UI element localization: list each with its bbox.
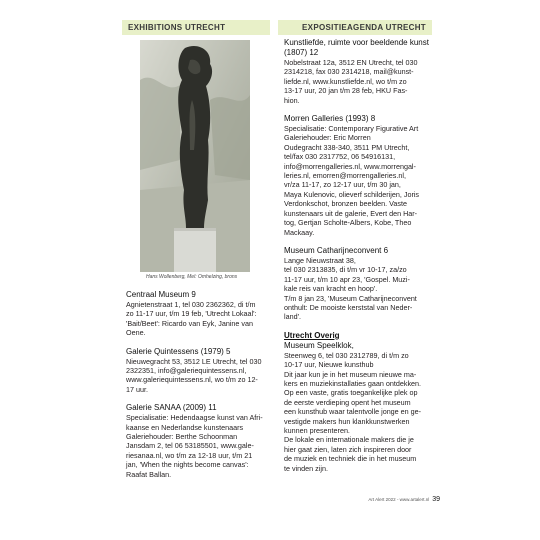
entry-title: Museum Catharijneconvent 6 [284, 245, 389, 255]
entry-line: Nieuwegracht 53, 3512 LE Utrecht, tel 030 [126, 356, 262, 366]
entry-line: de eerste verdieping opent het museum [284, 397, 411, 407]
entry-line: (1807) 12 [284, 48, 319, 57]
left-column [126, 290, 274, 488]
entry-line: een kunsthub waar talentvolle jonge en ge- [284, 407, 422, 417]
entry-line: Raafat Ballan. [126, 469, 172, 479]
entry-line: liefde.nl, www.kunstliefde.nl, wo t/m zo [284, 76, 407, 86]
entry-line: Op een vaste, gratis toegankelijke plek op [284, 388, 418, 398]
right-column [284, 38, 436, 482]
entry-line: te vinden zijn. [284, 463, 328, 473]
entry-line: Oudegracht 338-340, 3511 PM Utrecht, [284, 142, 410, 152]
entry-line: 2322351, info@galeriequintessens.nl, [126, 366, 247, 376]
sculpture-photo [140, 40, 250, 272]
entry-line: vestigde makers hun klankkunstwerken [284, 416, 410, 426]
entry-title: Galerie SANAA (2009) 11 [126, 403, 217, 413]
entry-line: 2314218, fax 030 2314218, mail@kunst- [284, 67, 414, 77]
entry-museum-catharijneconvent [284, 246, 436, 322]
entry-line: Lange Nieuwstraat 38, [284, 255, 356, 265]
entry-line: tel/fax 030 2317752, 06 54916131, [284, 152, 396, 162]
entry-title: Kunstliefde, ruimte voor beeldende kunst [284, 38, 429, 47]
sculpture-image [140, 40, 250, 272]
entry-line: Verdonkschot, bronzen beelden. Vaste [284, 199, 407, 209]
entry-line: T/m 8 jan 23, 'Museum Catharijneconvent [284, 293, 417, 303]
entry-line: hion. [284, 95, 300, 105]
section-heading: Utrecht Overig [284, 330, 340, 340]
entry-line: land'. [284, 312, 301, 322]
entry-line: zo 11-17 uur, t/m 19 feb, 'Utrecht Lokaal': [126, 309, 257, 319]
entry-line: de muziek en techniek die in het museum [284, 454, 417, 464]
entry-title: Museum Speelklok, [284, 340, 354, 350]
entry-line: De lokale en internationale makers die je [284, 435, 414, 445]
entry-line: kunnen presenteren. [284, 426, 350, 435]
entry-line: 11-17 uur, t/m 10 apr 23, 'Gospel. Muzi- [284, 274, 410, 284]
entry-title: Centraal Museum 9 [126, 290, 196, 299]
entry-line: Maya Kulenovic, olieverf schilderijen, Joris [284, 189, 420, 199]
entry-line: Mackaay. [284, 227, 315, 237]
entry-line: riesanaa.nl, wo t/m za 12-18 uur, t/m 21 [126, 450, 253, 460]
entry-line: Agnietenstraat 1, tel 030 2362362, di t/m [126, 300, 256, 309]
entry-title: Galerie Quintessens (1979) 5 [126, 346, 231, 356]
entry-line: hier gaat zien, laten zich inspireren door [284, 444, 412, 454]
header-expositieagenda-utrecht: EXPOSITIEAGENDA UTRECHT [278, 20, 432, 35]
entry-line: tog, Gertjan Scholte-Albers, Kobe, Theo [284, 218, 412, 228]
footer-text: Art Alert 2022 - www.artalert.nl [368, 497, 430, 502]
entry-line: jan, 'When the nights become canvas': [126, 460, 249, 470]
photo-caption: Hans Wollenberg, Mel: Omhelzing, brons [146, 274, 238, 280]
entry-line: vr/za 11-17, zo 12-17 uur, t/m 30 jan, [284, 180, 401, 190]
entry-line: Specialisatie: Contemporary Figurative Art [284, 124, 419, 134]
entry-line: 13-17 uur, 20 jan t/m 28 feb, HKU Fas- [284, 86, 408, 96]
entry-line: Nobelstraat 12a, 3512 EN Utrecht, tel 030 [284, 58, 418, 67]
header-exhibitions-utrecht: EXHIBITIONS UTRECHT [122, 20, 270, 35]
entry-line: kale reis van kracht en hoop'. [284, 284, 378, 294]
entry-line: info@morrengalleries.nl, www.morrengal- [284, 161, 416, 171]
entry-line: kers en muziekinstallaties gaan ontdekken. [284, 378, 422, 388]
entry-line: www.galeriequintessens.nl, wo t/m zo 12- [126, 375, 258, 385]
section-utrecht-overig [284, 331, 436, 473]
entry-line: onthult: De mooiste kerststal van Neder- [284, 302, 413, 312]
entry-centraal-museum [126, 290, 274, 338]
page-number: 39 [432, 496, 440, 503]
entry-morren-galleries [284, 114, 436, 237]
entry-line: Galeriehouder: Berthe Schoonman [126, 432, 238, 442]
entry-galerie-quintessens [126, 347, 274, 395]
entry-line: 10-17 uur, Nieuwe kunsthub [284, 360, 374, 370]
entry-line: Specialisatie: Hedendaagse kunst van Afri- [126, 413, 263, 423]
entry-line: tel 030 2313835, di t/m vr 10-17, za/zo [284, 265, 407, 275]
entry-kunstliefde [284, 38, 436, 105]
entry-line: kaanse en Nederlandse kunstenaars [126, 422, 244, 432]
entry-line: Oene. [126, 328, 146, 338]
entry-line: kunstenaars uit de galerie, Evert den Har- [284, 208, 418, 218]
entry-line: 17 uur. [126, 384, 148, 394]
entry-title: Morren Galleries (1993) 8 [284, 114, 376, 124]
entry-line: Jansdam 2, tel 06 53185501, www.gale- [126, 441, 254, 451]
entry-line: Dit jaar kun je in het museum nieuwe ma- [284, 369, 417, 379]
page-footer [340, 496, 440, 503]
entry-line: Galeriehouder: Eric Morren [284, 133, 371, 143]
entry-galerie-sanaa [126, 403, 274, 479]
entry-line: Steenweg 6, tel 030 2312789, di t/m zo [284, 350, 409, 360]
entry-line: 'Bait/Beet': Ricardo van Eyk, Janine van [126, 318, 253, 328]
entry-line: leries.nl, emorren@morrengalleries.nl, [284, 171, 406, 181]
